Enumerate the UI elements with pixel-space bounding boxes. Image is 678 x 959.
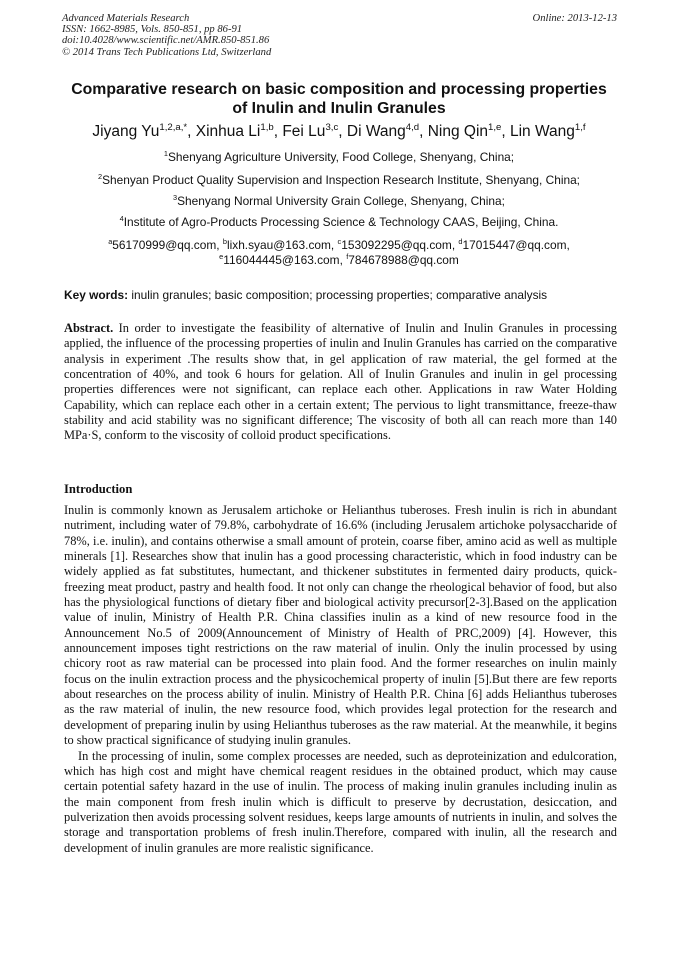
paper-title: [40, 80, 638, 118]
author-superscript: 1,2,a,*: [159, 121, 188, 133]
affiliation-1: [30, 150, 648, 164]
doi-line: doi:10.4028/www.scientific.net/AMR.850-851.86: [62, 35, 270, 47]
introduction-body: [64, 503, 617, 856]
paragraph: In the processing of inulin, some complex processes are needed, such as deproteinization and edulcoration, which has high cost and might have chemical reagent residues in the obtained product, which may cause certain potential safety hazard in the use of inulin. The process of making inulin granules including inulin as the main component from fresh inulin which is difficult to preserve by decrustation, desiccation, and pulverization then avoids processing solvent residues, keeps large amounts of nutrients in inulin, and solves the storage and transportation problems of fresh inulin.Therefore, compared with inulin, all the research and development of inulin granules are more realistic significance.: [64, 748, 617, 855]
affiliation-text: Shenyang Agriculture University, Food College, Shenyang, China;: [167, 150, 515, 164]
affiliation-number: 4: [119, 214, 124, 224]
title-line-1: Comparative research on basic composition and processing properties: [71, 81, 607, 98]
keywords-text: inulin granules; basic composition; processing properties; comparative analysis: [128, 288, 548, 302]
email-address[interactable]: 56170999@qq.com: [112, 238, 217, 252]
affiliation-2: [30, 173, 648, 187]
affiliation-number: 3: [173, 193, 178, 203]
author-name: Xinhua Li: [195, 123, 261, 140]
email-superscript: f: [346, 251, 349, 261]
email-list: $^a$56170999@qq.com, $^b$lixh.syau@163.com, $^c$153092295@qq.com, $^d$17015447@qq.com, $^e$116044445@163.com, $^f$784678988@qq.com: [108, 237, 570, 267]
author-list: Jiyang $Yu^{1,2,a,*}$, Xinhua Li$^{1,b}$, Fei Lu$^{3,c}$, Di Wang$^{4,d}$, Ning Qin$^{1,e}$, Lin Wang$^{1,f}$: [92, 121, 586, 140]
keywords: [64, 288, 619, 302]
email-superscript: a: [108, 237, 113, 247]
affiliation-3: [30, 194, 648, 208]
issn-line: ISSN: 1662-8985, Vols. 850-851, pp 86-91: [62, 24, 243, 36]
author-name: Jiyang Yu: [92, 123, 160, 140]
email-address[interactable]: 116044445@163.com: [223, 252, 340, 267]
email-address[interactable]: 17015447@qq.com: [462, 238, 567, 252]
affiliation-4: [30, 215, 648, 229]
author-superscript: 1,e: [488, 121, 502, 133]
email-superscript: c: [337, 237, 342, 247]
abstract-label: Abstract.: [64, 321, 114, 335]
online-date: Online: 2013-12-13: [532, 13, 617, 24]
affiliation-text: Shenyang Normal University Grain College, Shenyang, China;: [177, 194, 505, 208]
author-superscript: 1,f: [574, 121, 586, 133]
email-superscript: e: [219, 251, 224, 261]
title-line-2: of Inulin and Inulin Granules: [232, 100, 446, 117]
affiliation-text: Institute of Agro-Products Processing Science & Technology CAAS, Beijing, China.: [123, 215, 559, 229]
affiliation-text: Shenyan Product Quality Supervision and Inspection Research Institute, Shenyang, China;: [102, 173, 580, 187]
paragraph: Inulin is commonly known as Jerusalem artichoke or Helianthus tuberoses. Fresh inulin is rich in abundant nutriment, including water of 79.8%, carbohydrate of 16.6% (including Jerusalem artichoke polysaccharide of 78%, i.e. inulin), and contains otherwise a small amount of protein, coarse fiber, amino acid as well as multiple minerals [1]. Researches show that inulin has a good processing characteristic, which in food industry can be widely applied as fat substitutes, humectant, and thickener substitutes in fermented dairy products, quick-freezing meat product, pastry and health food. It not only can change the rheological behavior of food, but also has the physiological functions of dietary fiber and biological activity precursor[2-3].Based on the application value of inulin, Ministry of Health P.R. China classifies inulin as a kind of new resource food in the Announcement No.5 of 2009(Announcement of Ministry of Health of PRC,2009) [4]. However, this announcement imposes tight restrictions on the raw material of inulin. Only the inulin processed by using chicory root as raw material can be processed into plain food. And the former researches on inulin mainly focus on the inulin extraction process and the physicochemical property of inulin [5].But there are few reports about researches on the process ability of inulin. Ministry of Health P.R. China [6] adds Helianthus tuberoses as the raw material of inulin, the new resource food, which provides legal protection for the research and development of preparing inulin by using Helianthus tuberoses as the raw material. At the meanwhile, it begins to show practical significance of studying inulin granules.: [64, 503, 617, 748]
email-superscript: b: [222, 237, 227, 247]
abstract-text: In order to investigate the feasibility of alternative of Inulin and Inulin Granules in processing applied, the influence of the processing properties of inulin and Inulin Granules has carried on the comparative analysis in experiment .The results show that, in gel application of raw material, the gel formed at the concentration of 40%, and took 6 hours for gelation. All of Inulin Granules and inulin in gel processing properties differences were not significant, can replace each other. Applications in raw Water Holding Capability, which can replace each other in a certain extent; The pervious to light transmittance, freeze-thaw stability and acid stability was no significant difference; The viscosity of both all can reach more than 140 MPa·S, conform to the viscosity of colloid product specifications.: [64, 321, 617, 443]
keywords-label: Key words:: [64, 288, 129, 302]
email-address[interactable]: 153092295@qq.com: [341, 238, 452, 252]
author-name: Di Wang: [346, 123, 406, 140]
author-name: Ning Qin: [427, 123, 489, 140]
author-name: Fei Lu: [282, 123, 326, 140]
email-superscript: d: [458, 237, 463, 247]
email-address[interactable]: 784678988@qq.com: [348, 252, 459, 267]
abstract: [64, 321, 617, 444]
copyright-line: © 2014 Trans Tech Publications Ltd, Switzerland: [62, 46, 272, 58]
author-name: Lin Wang: [509, 123, 575, 140]
author-superscript: 3,c: [325, 121, 339, 133]
author-superscript: 4,d: [405, 121, 420, 133]
author-superscript: 1,b: [260, 121, 274, 133]
affiliation-number: 1: [163, 149, 168, 159]
journal-name: Advanced Materials Research: [62, 13, 190, 24]
introduction-heading: Introduction: [64, 482, 133, 496]
journal-header: [62, 13, 617, 58]
affiliation-number: 2: [98, 172, 103, 182]
email-address[interactable]: lixh.syau@163.com: [226, 238, 331, 252]
